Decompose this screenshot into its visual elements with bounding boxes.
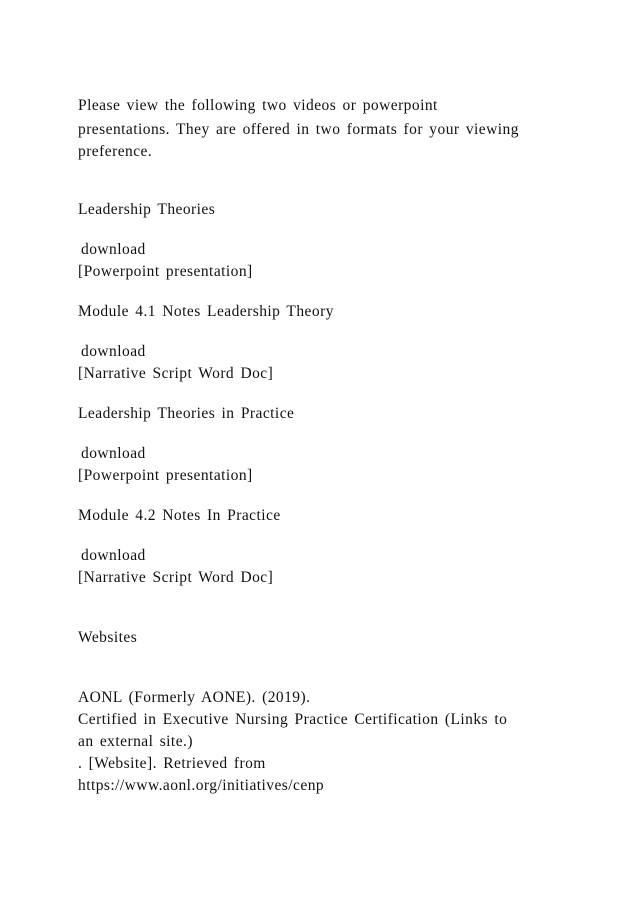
format-label-3: [Powerpoint presentation]: [78, 467, 253, 484]
item-title-module-4-2: Module 4.2 Notes In Practice: [78, 507, 281, 524]
reference-line-4: . [Website]. Retrieved from: [78, 755, 266, 772]
reference-line-1: AONL (Formerly AONE). (2019).: [78, 689, 311, 706]
intro-line-3: preference.: [78, 143, 153, 160]
websites-heading: Websites: [78, 629, 138, 646]
download-link-1[interactable]: download: [81, 241, 146, 258]
intro-line-2: presentations. They are offered in two formats for your viewing: [78, 121, 519, 138]
item-title-module-4-1: Module 4.1 Notes Leadership Theory: [78, 303, 334, 320]
format-label-1: [Powerpoint presentation]: [78, 263, 253, 280]
reference-url[interactable]: https://www.aonl.org/initiatives/cenp: [78, 777, 325, 794]
item-title-leadership-in-practice: Leadership Theories in Practice: [78, 405, 295, 422]
reference-link-title[interactable]: Certified in Executive Nursing Practice Certification (Links to: [78, 711, 508, 728]
download-link-3[interactable]: download: [81, 445, 146, 462]
download-link-2[interactable]: download: [81, 343, 146, 360]
download-link-4[interactable]: download: [81, 547, 146, 564]
reference-link-note[interactable]: an external site.): [78, 733, 193, 750]
intro-line-1: Please view the following two videos or powerpoint: [78, 97, 438, 114]
format-label-2: [Narrative Script Word Doc]: [78, 365, 274, 382]
format-label-4: [Narrative Script Word Doc]: [78, 569, 274, 586]
item-title-leadership-theories: Leadership Theories: [78, 201, 216, 218]
